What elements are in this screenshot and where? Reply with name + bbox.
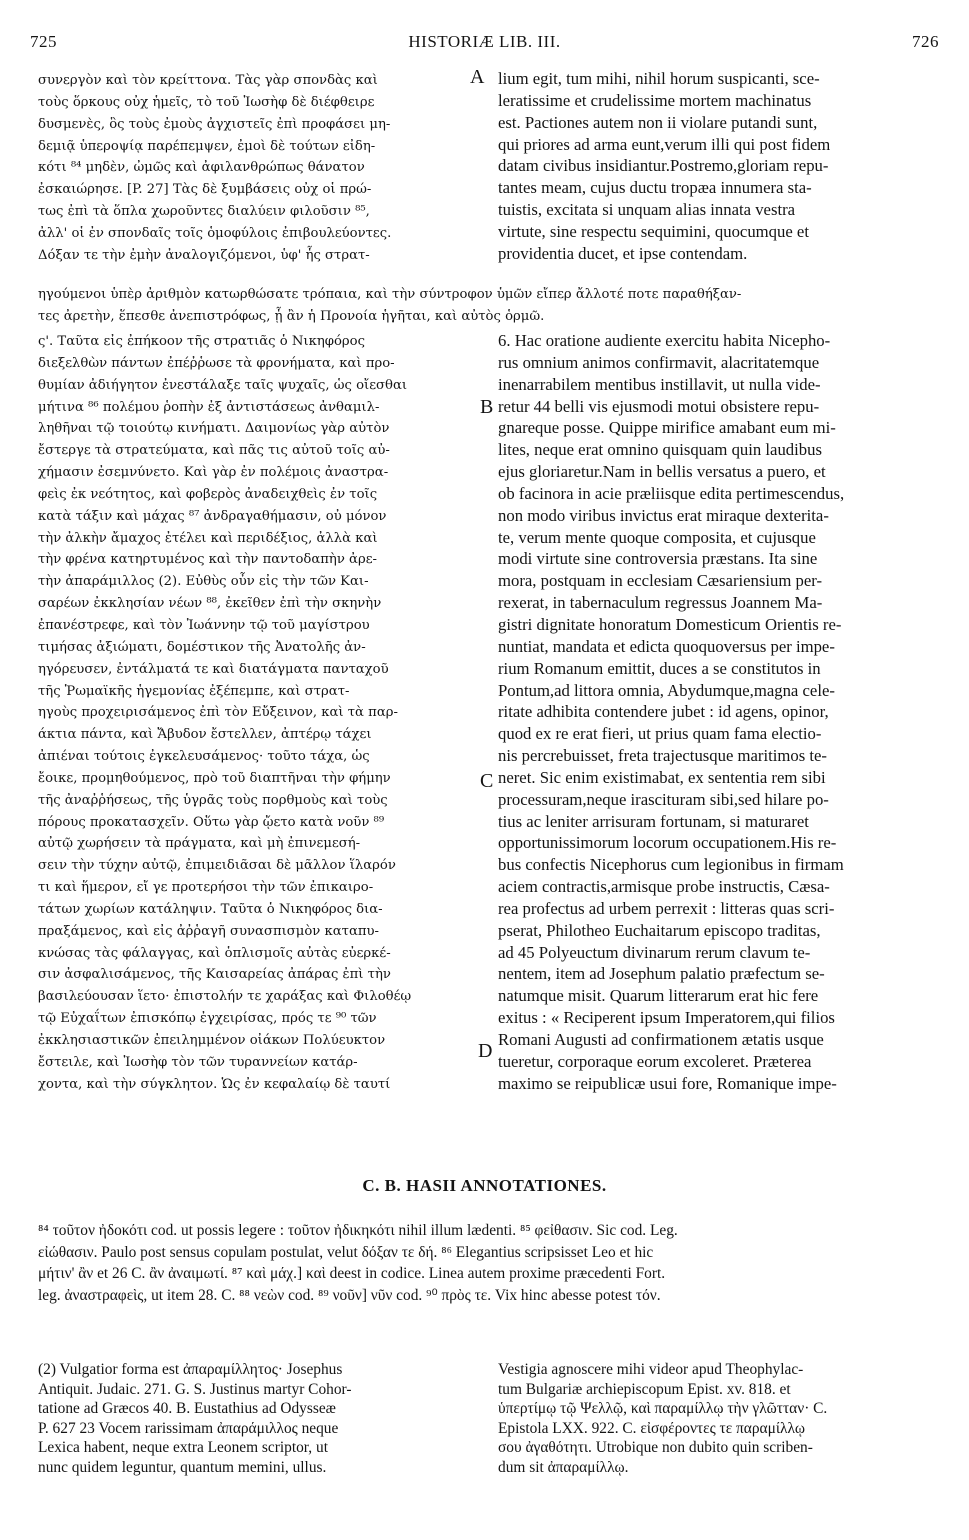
- greek-line: πραξάμενος, καὶ εἰς ἀῤῥαγῆ συνασπισμὸν καταπυ-: [38, 923, 379, 939]
- note-line: ⁸⁴ τοῦτον ἠδοκότι cod. ut possis legere : τοῦτον ἠδικηκότι nihil illum lædenti. ⁸⁵ φεἰθασιν. Sic cod. Leg.: [38, 1222, 678, 1239]
- latin-line: ob facinora in acie præliisque edita pertimescendus,: [498, 483, 845, 503]
- latin-line: tueretur, corporaque eorum excoleret. Præterea: [498, 1051, 812, 1071]
- greek-line: βασιλεύουσαν ἵετο· ἐπιστολήν τε χαράξας καὶ Φιλοθέῳ: [38, 989, 412, 1005]
- latin-line: modi virtute sine controversia præstans. Ita sine: [498, 549, 818, 569]
- greek-line: σειν τὴν τύχην αὐτῷ, ἐπιμειδιᾶσαι δὲ μᾶλλον ἵλαρόν: [38, 858, 396, 874]
- footnote-line: nunc quidem leguntur, quantum memini, ullus.: [38, 1458, 327, 1476]
- greek-line: δεμιᾷ ὑπεροψίᾳ παρέπεμψεν, ἐμοὶ δὲ τούτων εἰδη-: [38, 138, 376, 154]
- latin-line: bus confectis Nicephorus cum legionibus in firmam: [498, 855, 844, 875]
- greek-line: χοντα, καὶ τὴν σύγκλητον. Ὡς ἐν κεφαλαίῳ δὲ ταυτί: [38, 1076, 391, 1092]
- margin-marker-c: C: [480, 770, 494, 792]
- footnote-line: tatione ad Græcos 40. B. Eustathius ad Odysseæ: [38, 1400, 336, 1417]
- latin-line: gnareque posse. Quippe mirifice amabant eum mi-: [498, 418, 836, 438]
- greek-line: χήμασιν ἐσεμνύνετο. Καὶ γὰρ ἐν πολέμοις ἀναστρα-: [38, 465, 389, 481]
- greek-spanning-line: τες ἀρετὴν, ἕπεσθε ἀνεπιστρόφως, ᾗ ἂν ἡ Προνοία ἡγῆται, καὶ αὐτὸς ὁρμῶ.: [38, 309, 545, 324]
- latin-line: rexerat, in tabernaculum regressus Joannem Ma-: [498, 593, 823, 613]
- greek-line: διεξελθὼν πάντων ἐπέῤῥωσε τὰ φρονήματα, καὶ προ-: [38, 355, 395, 371]
- greek-line: θυμίαν ἀδιήγητον ἐνεστάλαξε ταῖς ψυχαῖς, ὡς οἴεσθαι: [38, 377, 408, 393]
- greek-line: συνεργὸν καὶ τὸν κρείττονα. Τὰς γὰρ σπονδὰς καὶ: [38, 73, 378, 88]
- latin-line: virtute, sine respectu sequimini, quocumque et: [498, 221, 809, 241]
- greek-line: σαρέων ἐκκλησίαν νέων ⁸⁸, ἐκεῖθεν ἐπὶ τὴν σκηνὴν: [38, 596, 382, 612]
- footnote-line: tum Bulgariæ archiepiscopum Epist. xv. 818. et: [498, 1380, 791, 1398]
- greek-line: τῆς ἀναῤῥήσεως, τῆς ὑγρᾶς τοὺς πορθμοὺς καὶ τοὺς: [38, 792, 388, 808]
- note-line: εἰώθασιν. Paulo post sensus copulam postulat, velut δόξαν τε δή. ⁸⁶ Elegantius scripsisset Leo et hic: [38, 1243, 654, 1261]
- latin-line: rium Romanum emittit, duces a se constitutos in: [498, 658, 821, 678]
- greek-line: ληθῆναι τῷ τοιούτῳ κινήματι. Δαιμονίως γὰρ αὐτὸν: [38, 421, 390, 437]
- latin-line: leratissime et crudelissime mortem machinatus: [498, 90, 812, 110]
- greek-column-top: [38, 70, 490, 267]
- greek-spanning-line: ηγούμενοι ὑπὲρ ἀριθμὸν κατωρθώσατε τρόπαια, καὶ τὴν σύντροφον ὑμῶν εἴπερ ἄλλοτέ ποτε παραθήξαν-: [38, 287, 742, 302]
- latin-column-top: [498, 68, 938, 265]
- greek-line: σιν ἀσφαλισάμενος, τῆς Καισαρείας ἀπάρας ἐπὶ τὴν: [38, 967, 391, 983]
- latin-line: retur 44 belli vis ejusmodi motui obsistere repu-: [498, 396, 820, 416]
- latin-line: ritate adhibita contendere jubet : id agens, opinor,: [498, 702, 829, 722]
- greek-line: ἔστεργε τὰ στρατεύματα, καὶ πᾶς τις αὐτοῦ τοῖς αὐ-: [38, 443, 390, 459]
- latin-column-main: [498, 330, 938, 1095]
- page-number-right: 726: [912, 32, 939, 51]
- latin-line: exitus : « Reciperent ipsum Imperatorem,qui filios: [498, 1008, 835, 1028]
- greek-line: κότι ⁸⁴ μηδὲν, ὠμῶς καὶ ἀφιλανθρώπως θάνατον: [38, 160, 365, 176]
- greek-line: τὴν φρένα κατηρτυμένος καὶ τὴν παντοδαπὴν ἀρε-: [38, 552, 377, 568]
- latin-line: ad 45 Polyeuctum divinarum rerum clavum te-: [498, 942, 811, 962]
- footnote-line: Antiquit. Judaic. 271. G. S. Justinus martyr Cohor-: [38, 1380, 352, 1398]
- greek-line: τὴν ἀλκὴν ἄμαχος ἐτέλει καὶ περιδέξιος, ἀλλὰ καὶ: [38, 530, 378, 546]
- latin-line: non modo viribus invictus erat miraque dexterita-: [498, 505, 829, 525]
- greek-line: τάτων χωρίων κατάληψιν. Ταῦτα ὁ Νικηφόρος δια-: [38, 901, 383, 917]
- latin-line: pserat, Philotheo Euchaitarum episcopo traditas,: [498, 920, 821, 940]
- latin-line: datam civibus insidiantur.Postremo,gloriam repu-: [498, 156, 829, 176]
- greek-line: ἀπιέναι τούτοις ἐγκελευσάμενος· τοῦτο τάχα, ὡς: [38, 749, 370, 765]
- greek-line: ἔοικε, προμηθούμενος, πρὸ τοῦ διαπτῆναι τὴν φήμην: [38, 770, 391, 786]
- greek-line: ἐκκλησιαστικῶν ἐπειλημμένον οἰάκων Πολύευκτον: [38, 1033, 386, 1048]
- latin-line: opportunissimorum locorum occupationem.His re-: [498, 833, 837, 853]
- greek-line: ἐπανέστρεφε, καὶ τὸν Ἰωάννην τῷ τοῦ μαγίστρου: [38, 617, 370, 633]
- greek-line: ς'. Ταῦτα εἰς ἐπήκοον τῆς στρατιᾶς ὁ Νικηφόρος: [38, 334, 365, 349]
- running-header: [30, 32, 939, 56]
- page-number-left: 725: [30, 32, 57, 51]
- footnote-line: P. 627 23 Vocem rarissimam ἀπαράμιλλος neque: [38, 1419, 339, 1437]
- latin-line: providentia ducet, et ipse contendam.: [498, 243, 748, 263]
- footnote-right-column: [498, 1360, 938, 1477]
- greek-line: φεὶς ἐκ νεότητος, καὶ φοβερὸς ἀναδειχθεὶς ἐν τοῖς: [38, 486, 378, 502]
- note-line: μήτιν' ἂν et 26 C. ἂν ἀναιμωτί. ⁸⁷ καὶ μάχ.] καὶ deest in codice. Linea autem proxime præcedenti Fort.: [38, 1265, 666, 1282]
- greek-line: τῆς Ῥωμαϊκῆς ἡγεμονίας ἐξέπεμπε, καὶ στρατ-: [38, 683, 350, 699]
- annotations-heading: C. B. HASII ANNOTATIONES.: [362, 1176, 607, 1195]
- greek-line: τὴν ἀπαράμιλλος (2). Εὐθὺς οὖν εἰς τὴν τῶν Και-: [38, 574, 369, 590]
- latin-line: neret. Sic enim existimabat, ex sententia rem sibi: [498, 767, 826, 787]
- greek-line: τῷ Εὐχαΐτων ἐπισκόπῳ ἐγχειρίσας, πρός τε ⁹⁰ τῶν: [38, 1011, 377, 1027]
- latin-line: Pontum,ad littora omnia, Abydumque,magna cele-: [498, 680, 835, 700]
- latin-line: Romani Augusti ad confirmationem ætatis usque: [498, 1030, 824, 1049]
- greek-line: τι καὶ ἥμερον, εἴ γε προτερήσοι τὴν τῶν ἐπικαιρο-: [38, 880, 374, 896]
- greek-line: πόρους προκατασχεῖν. Οὕτω γὰρ ᾤετο κατὰ νοῦν ⁸⁹: [38, 814, 385, 830]
- greek-line: άκτια πάντα, καὶ Ἄβυδον ἔστελλεν, ἀπτέρῳ τάχει: [38, 727, 372, 743]
- annotation-notes: [38, 1220, 936, 1306]
- greek-line: τιμήσας ἀξιώματι, δομέστικον τῆς Ἀνατολῆς ἀν-: [38, 639, 366, 655]
- greek-line: τως ἐπὶ τὰ ὅπλα χωροῦντες διαλύειν φιλοῦσιν ⁸⁵,: [38, 204, 370, 220]
- greek-line: αὐτῷ χωρήσειν τὰ πράγματα, καὶ μὴ ἐπινεμεσή-: [38, 836, 361, 852]
- latin-line: natumque misit. Quarum litterarum erat hic fere: [498, 986, 819, 1006]
- latin-line: nis percrebuisset, freta trajectusque maritimos te-: [498, 746, 827, 766]
- latin-line: tuistis, excitata si unquam alias innata vestra: [498, 200, 796, 220]
- latin-line: processuram,neque irascituram sibi,sed hilare po-: [498, 789, 829, 809]
- greek-line: μήτινα ⁸⁶ πολέμου ῥοπὴν ἐξ ἀντιστάσεως ἀνθαμιλ-: [38, 399, 380, 415]
- latin-line: tantes meam, cujus ductu tropæa innumera sta-: [498, 178, 812, 198]
- latin-line: ejus gloriaretur.Nam in bellis versatus a puero, et: [498, 462, 826, 482]
- footnote-line: Epistola LXX. 922. C. εἰσφέροντες τε παραμίλλῳ: [498, 1419, 806, 1437]
- latin-line: lium egit, tum mihi, nihil horum suspicanti, sce-: [498, 69, 820, 88]
- latin-line: aciem contractis,armisque probe instructis, Cæsa-: [498, 877, 830, 897]
- latin-line: tius ac leniter arrisuram fortunam, si maturaret: [498, 811, 809, 831]
- greek-line: κατὰ τάξιν καὶ μάχας ⁸⁷ ἀνδραγαθήμασιν, οὐ μόνον: [38, 508, 387, 524]
- greek-line: ἀλλ' οἱ ἐν σπονδαῖς τοῖς ὁμοφύλοις ἐπιβουλεύοντες.: [38, 225, 392, 241]
- footnote-left-column: [38, 1360, 488, 1477]
- greek-line: κνώσας τὰς φάλαγγας, καὶ ὁπλισμοῖς αὐτὰς εὐερκέ-: [38, 945, 391, 961]
- latin-line: quod ex re erat fieri, ut prius quam fama electio-: [498, 724, 822, 744]
- latin-line: rea profectus ad urbem perrexit : litteras quas scri-: [498, 898, 835, 918]
- footnote-line: Lexica habent, neque extra Leonem scriptor, ut: [38, 1439, 328, 1456]
- latin-line: est. Pactiones autem non ii violare putandi sunt,: [498, 112, 818, 132]
- note-line: leg. ἀναστραφεὶς, ut item 28. C. ⁸⁸ νεὼν cod. ⁸⁹ νοῦν] νῦν cod. ⁹⁰ πρὸς τε. Vix hinc abesse potest τόν.: [38, 1286, 661, 1304]
- latin-line: lites, neque erat omnino quisquam quin laudibus: [498, 440, 822, 460]
- latin-line: mora, postquam in ecclesiam Cæsariensium per-: [498, 571, 823, 591]
- footnote-line: Vestigia agnoscere mihi videor apud Theophylac-: [498, 1361, 804, 1378]
- greek-line: Δόξαν τε τὴν ἐμὴν ἀναλογιζόμενοι, ὑφ' ἧς στρατ-: [38, 247, 370, 263]
- latin-line: rus omnium animos confirmavit, alacritatemque: [498, 352, 820, 372]
- greek-line: ἐσκαιώρησε. [P. 27] Τὰς δὲ ξυμβάσεις οὐχ οἱ πρώ-: [38, 182, 372, 198]
- footnote-line: ὑπερτίμῳ τῷ Ψελλῷ, καὶ παραμίλλῳ τὴν γλῶτταν· C.: [498, 1400, 828, 1417]
- footnote-line: σου ἀγαθότητι. Utrobique non dubito quin scriben-: [498, 1439, 813, 1456]
- margin-marker-a: A: [470, 66, 485, 88]
- running-title: HISTORIÆ LIB. III.: [408, 32, 561, 51]
- greek-column-main: [38, 331, 493, 1096]
- greek-line: δυσμενὲς, ὃς τοὺς ἐμοὺς ἀγχιστεῖς ἐπὶ προφάσει μη-: [38, 116, 391, 132]
- footnote-line: (2) Vulgatior forma est ἀπαραμίλλητος· Josephus: [38, 1361, 343, 1378]
- latin-line: inenarrabilem mentibus instillavit, ut nulla vide-: [498, 374, 821, 394]
- latin-line: nuntiat, mandata et edicta quoquoversus per impe-: [498, 636, 835, 656]
- latin-line: maximo se reipublicæ usui fore, Romanique impe-: [498, 1073, 837, 1093]
- greek-line: ἔστειλε, καὶ Ἰωσὴφ τὸν τῶν τυραννείων κατάρ-: [38, 1054, 358, 1070]
- greek-line: ηγόρευσεν, ἐντάλματά τε καὶ διατάγματα πανταχοῦ: [38, 661, 389, 677]
- latin-line: 6. Hac oratione audiente exercitu habita Nicepho-: [498, 331, 831, 350]
- latin-line: qui priores ad arma eunt,verum illi qui post fidem: [498, 134, 831, 154]
- footnote-line: dum sit ἀπαραμίλλῳ.: [498, 1458, 629, 1476]
- greek-line: τοὺς ὅρκους οὐχ ἡμεῖς, τὸ τοῦ Ἰωσὴφ δὲ διέφθειρε: [38, 94, 375, 110]
- latin-line: nentem, item ad Josephum palatio præfectum se-: [498, 964, 825, 984]
- margin-marker-d: D: [478, 1040, 493, 1062]
- margin-marker-b: B: [480, 396, 494, 418]
- latin-line: gistri dignitate honoratum Domesticum Orientis re-: [498, 614, 842, 634]
- latin-line: te, verum mente quoque composita, et cujusque: [498, 527, 816, 547]
- greek-line: ηγοὺς προχειρισάμενος ἐπὶ τὸν Εὔξεινον, καὶ τὰ παρ-: [38, 705, 398, 721]
